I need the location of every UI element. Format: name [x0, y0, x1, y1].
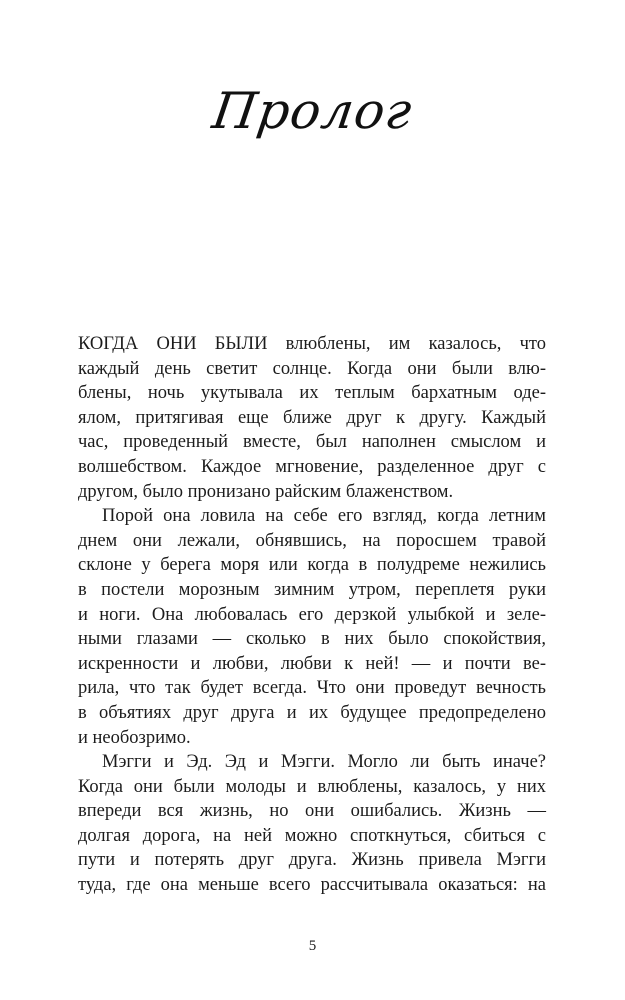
text-line: КОГДА ОНИ БЫЛИ влюблены, им казалось, что	[78, 334, 546, 354]
text-line: долгая дорога, на ней можно споткнуться, сбиться с	[78, 825, 546, 846]
page-number: 5	[308, 938, 317, 954]
text-line: Когда они были молоды и влюблены, казалось, у них	[78, 776, 546, 797]
chapter-title: Пролог	[208, 82, 417, 140]
text-line: другом, было пронизано райским блаженством.	[78, 481, 454, 502]
text-line: и ноги. Она любовалась его дерзкой улыбкой и зеле-	[78, 604, 546, 625]
text-line: пути и потерять друг друга. Жизнь привела Мэгги	[78, 850, 546, 871]
text-line: в постели морозным зимним утром, переплетя руки	[78, 579, 546, 600]
text-line: блены, ночь укутывала их теплым бархатным оде-	[78, 383, 546, 404]
paragraph-3	[78, 750, 546, 898]
text-line: днем они лежали, обнявшись, на поросшем травой	[78, 530, 546, 551]
paragraph-1	[78, 332, 546, 504]
text-line: волшебством. Каждое мгновение, разделенное друг с	[78, 456, 546, 477]
text-line: Мэгги и Эд. Эд и Мэгги. Могло ли быть иначе?	[102, 752, 546, 773]
paragraph-2	[78, 504, 546, 750]
text-line: час, проведенный вместе, был наполнен смыслом и	[78, 432, 546, 453]
text-line: Порой она ловила на себе его взгляд, когда летним	[102, 506, 546, 527]
text-line: ными глазами — сколько в них было спокойствия,	[78, 629, 546, 650]
text-line: рила, что так будет всегда. Что они проведут вечность	[78, 678, 546, 699]
text-line: каждый день светит солнце. Когда они были влю-	[78, 358, 546, 379]
text-line: склоне у берега моря или когда в полудреме нежились	[78, 555, 546, 576]
text-line: ялом, притягивая еще ближе друг к другу. Каждый	[78, 407, 546, 428]
text-line: в объятиях друг друга и их будущее предопределено	[78, 702, 546, 723]
body-text	[78, 332, 546, 898]
text-line: искренности и любви, любви к ней! — и почти ве-	[78, 653, 546, 674]
text-line: впереди вся жизнь, но они ошибались. Жизнь —	[78, 801, 546, 822]
text-line: туда, где она меньше всего рассчитывала оказаться: на	[78, 875, 546, 896]
text-line: и необозримо.	[78, 727, 191, 748]
